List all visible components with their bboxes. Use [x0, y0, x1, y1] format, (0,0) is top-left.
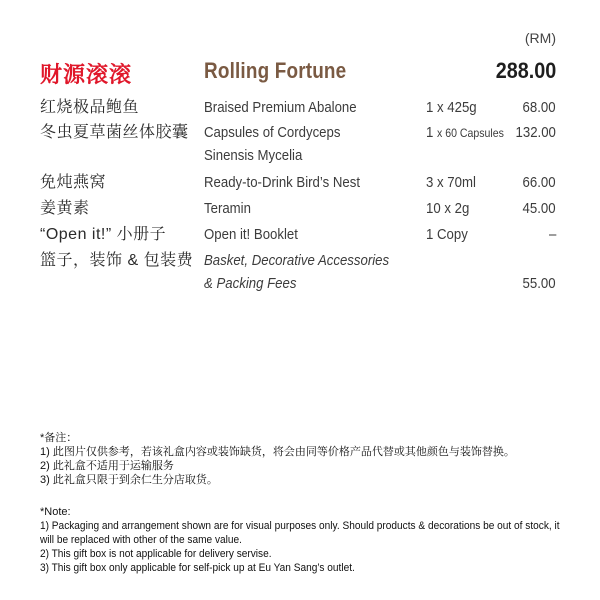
- item-name-chinese: 冬虫夏草菌丝体胶囊: [40, 124, 189, 141]
- item-quantity: 1 x 425g: [426, 99, 477, 116]
- item-name-english: Braised Premium Abalone: [204, 99, 357, 116]
- notes-english-line: 2) This gift box is not applicable for delivery servise.: [40, 548, 272, 560]
- item-name-english: Basket, Decorative Accessories: [204, 252, 390, 269]
- item-name-english-line2: Sinensis Mycelia: [204, 147, 303, 164]
- notes-english-line: will be replaced with other of the same value.: [40, 534, 242, 546]
- item-name-english: Ready-to-Drink Bird’s Nest: [204, 174, 361, 191]
- notes-chinese-line: 2) 此礼盒不适用于运输服务: [40, 460, 174, 472]
- item-quantity: [426, 121, 504, 145]
- item-price: 55.00: [522, 275, 556, 292]
- notes-english-line: 1) Packaging and arrangement shown are for visual purposes only. Should products & decorations be out of stock, it: [40, 520, 560, 532]
- item-price: –: [548, 226, 556, 243]
- notes-english-line: 3) This gift box only applicable for self-pick up at Eu Yan Sang’s outlet.: [40, 562, 355, 574]
- product-title-chinese: 财源滚滚: [40, 62, 133, 87]
- item-quantity: 10 x 2g: [426, 200, 470, 217]
- notes-chinese-heading: *备注：: [40, 432, 78, 444]
- item-name-english: Capsules of Cordyceps: [204, 124, 341, 141]
- notes-english-heading: *Note:: [40, 506, 71, 518]
- item-quantity-text: 1 x 60 Capsules: [426, 124, 504, 141]
- item-name-chinese: “Open it!” 小册子: [40, 226, 167, 243]
- notes-english: [40, 505, 570, 575]
- notes-chinese-line: 3) 此礼盒只限于到余仁生分店取货。: [40, 474, 218, 486]
- item-name-chinese: 篮子，装饰 & 包装费: [40, 252, 194, 269]
- item-quantity: 1 Copy: [426, 226, 468, 243]
- currency-label: (RM): [524, 30, 556, 46]
- total-price: 288.00: [495, 58, 556, 83]
- item-price: 68.00: [522, 99, 556, 116]
- product-title-english: Rolling Fortune: [204, 58, 347, 83]
- item-name-english: Teramin: [204, 200, 251, 217]
- notes-chinese: [40, 431, 570, 487]
- item-name-english-line2: & Packing Fees: [204, 275, 297, 292]
- item-name-english: Open it! Booklet: [204, 226, 298, 243]
- item-name-chinese: 红烧极品鲍鱼: [40, 99, 140, 116]
- notes-chinese-line: 1) 此图片仅供参考，若该礼盒内容或装饰缺货，将会由同等价格产品代替或其他颜色与装饰替换。: [40, 446, 515, 458]
- item-price: 66.00: [522, 174, 556, 191]
- item-name-chinese: 姜黄素: [40, 200, 90, 217]
- item-name-chinese: 免炖燕窝: [40, 174, 107, 191]
- item-price: 132.00: [515, 124, 556, 141]
- item-quantity: 3 x 70ml: [426, 174, 476, 191]
- item-price: 45.00: [522, 200, 556, 217]
